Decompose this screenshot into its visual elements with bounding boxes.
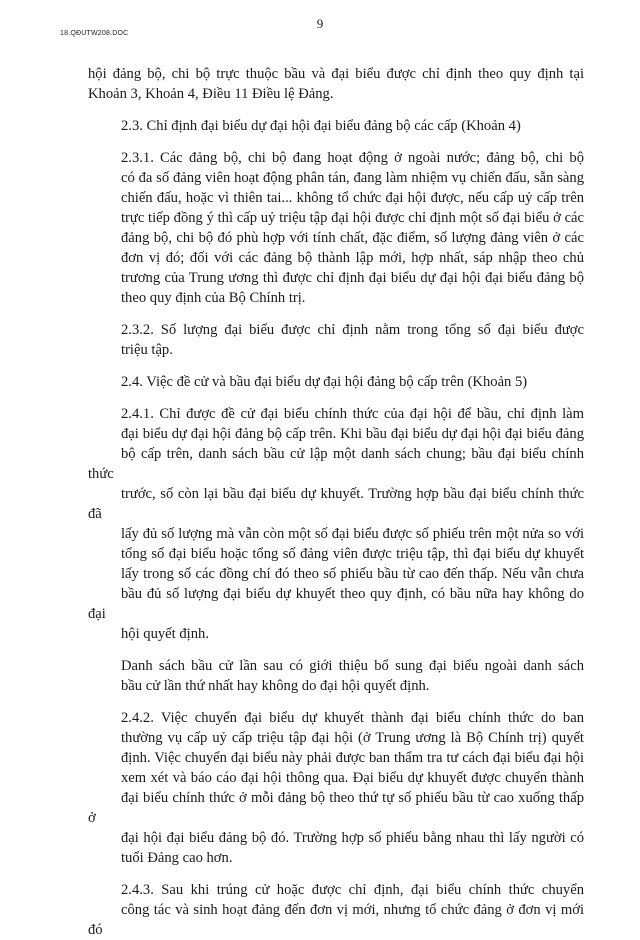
- text-line: 2.3.1. Các đảng bộ, chi bộ đang hoạt động ở ngoài nước; đảng bộ, chi bộ: [121, 150, 584, 166]
- text-line: Danh sách bầu cử lần sau có giới thiệu bổ sung đại biểu ngoài danh sách: [121, 658, 584, 674]
- text-line: theo quy định của Bộ Chính trị.: [121, 290, 306, 306]
- text-line: chiến đấu, hoặc vì thiên tai... không tổ chức đại hội được, nếu cấp uỷ cấp trên: [121, 190, 584, 206]
- text-line: lấy trong số các đồng chí đó theo số phiếu bầu từ cao đến thấp. Nếu vẫn chưa: [121, 566, 584, 582]
- text-line: lấy đủ số lượng mà vẫn còn một số đại biểu được số phiếu trên một nửa so với: [121, 526, 584, 542]
- paragraph-2-3-2: [88, 320, 584, 360]
- text-line: 2.3. Chỉ định đại biểu dự đại hội đại biểu đảng bộ các cấp (Khoản 4): [121, 118, 521, 134]
- text-line: 2.3.2. Số lượng đại biểu được chỉ định nằm trong tổng số đại biểu được: [121, 322, 584, 338]
- text-line: đại biểu chính thức ở mỗi đảng bộ theo thứ tự số phiếu bầu từ cao xuống thấp ở: [88, 790, 584, 826]
- text-line: 2.4. Việc đề cử và bầu đại biểu dự đại hội đảng bộ cấp trên (Khoản 5): [121, 374, 528, 390]
- text-line: trước, số còn lại bầu đại biểu dự khuyết. Trường hợp bầu đại biểu chính thức đã: [88, 486, 584, 522]
- text-line: tổng số đại biểu hoặc tổng số đảng viên được triệu tập, thì đại biểu dự khuyết: [121, 546, 584, 562]
- text-line: hội đảng bộ, chi bộ trực thuộc bầu và đại biểu được chỉ định theo quy định tại: [88, 66, 584, 82]
- paragraph-2-4-2: [88, 708, 584, 868]
- text-line: tuổi Đảng cao hơn.: [121, 850, 233, 866]
- text-line: đảng bộ, chi bộ đó phù hợp với tính chất, đặc điểm, số lượng đảng viên ở các: [121, 230, 584, 246]
- paragraph-2-3-1: [88, 148, 584, 308]
- text-line: bộ cấp trên, danh sách bầu cử lập một danh sách chung; bầu đại biểu chính thức: [88, 446, 584, 482]
- text-line: trực tiếp đồng ý thì cấp uỷ triệu tập đại hội được chỉ định một số đại biểu ở các: [121, 210, 584, 226]
- text-line: công tác và sinh hoạt đảng đến đơn vị mới, nhưng tổ chức đảng ở đơn vị mới đó: [88, 902, 584, 938]
- text-line: triệu tập.: [121, 342, 173, 358]
- text-line: 2.4.2. Việc chuyển đại biểu dự khuyết thành đại biểu chính thức do ban: [121, 710, 584, 726]
- text-line: đơn vị đó; đối với các đảng bộ thành lập mới, hợp nhất, sáp nhập theo chủ: [121, 250, 584, 266]
- text-line: bầu đủ số lượng đại biểu dự khuyết theo quy định, có bầu nữa hay không do đại: [88, 586, 584, 622]
- text-line: đại hội đại biểu đảng bộ đó. Trường hợp số phiếu bằng nhau thì lấy người có: [121, 830, 584, 846]
- text-line: 2.4.1. Chỉ được đề cử đại biểu chính thức của đại hội để bầu, chỉ định làm: [121, 406, 584, 422]
- text-line: thường vụ cấp uỷ cấp triệu tập đại hội (ở Trung ương là Bộ Chính trị) quyết: [121, 730, 584, 746]
- text-line: 2.4.3. Sau khi trúng cử hoặc được chỉ định, đại biểu chính thức chuyển: [121, 882, 584, 898]
- text-line: bầu cử lần thứ nhất hay không do đại hội quyết định.: [121, 678, 430, 694]
- text-line: Khoản 3, Khoản 4, Điều 11 Điều lệ Đảng.: [88, 86, 334, 102]
- text-line: có đa số đảng viên hoạt động phân tán, đang làm nhiệm vụ chiến đấu, sẵn sàng: [121, 170, 584, 186]
- text-line: đại biểu dự đại hội đảng bộ cấp trên. Khi bầu đại biểu dự đại hội đại biểu đảng: [121, 426, 584, 442]
- paragraph-continuation: [88, 64, 584, 104]
- paragraph-2-4-3: [88, 880, 584, 940]
- text-line: xem xét và báo cáo đại hội thông qua. Đại biểu dự khuyết được chuyển thành: [121, 770, 584, 786]
- text-line: trương của Trung ương thì được chỉ định đại biểu dự đại hội đại biểu đảng bộ: [121, 270, 584, 286]
- document-body: [88, 64, 584, 940]
- paragraph-election-list: [88, 656, 584, 696]
- text-line: định. Việc chuyển đại biểu này phải được ban thẩm tra tư cách đại biểu đại hội: [121, 750, 584, 766]
- section-heading-2-4: [88, 372, 584, 392]
- text-line: hội quyết định.: [121, 626, 209, 642]
- paragraph-2-4-1: [88, 404, 584, 644]
- section-heading-2-3: [88, 116, 584, 136]
- page-number: 9: [316, 16, 324, 31]
- file-label: 18.QĐUTW208.DOC: [60, 30, 129, 37]
